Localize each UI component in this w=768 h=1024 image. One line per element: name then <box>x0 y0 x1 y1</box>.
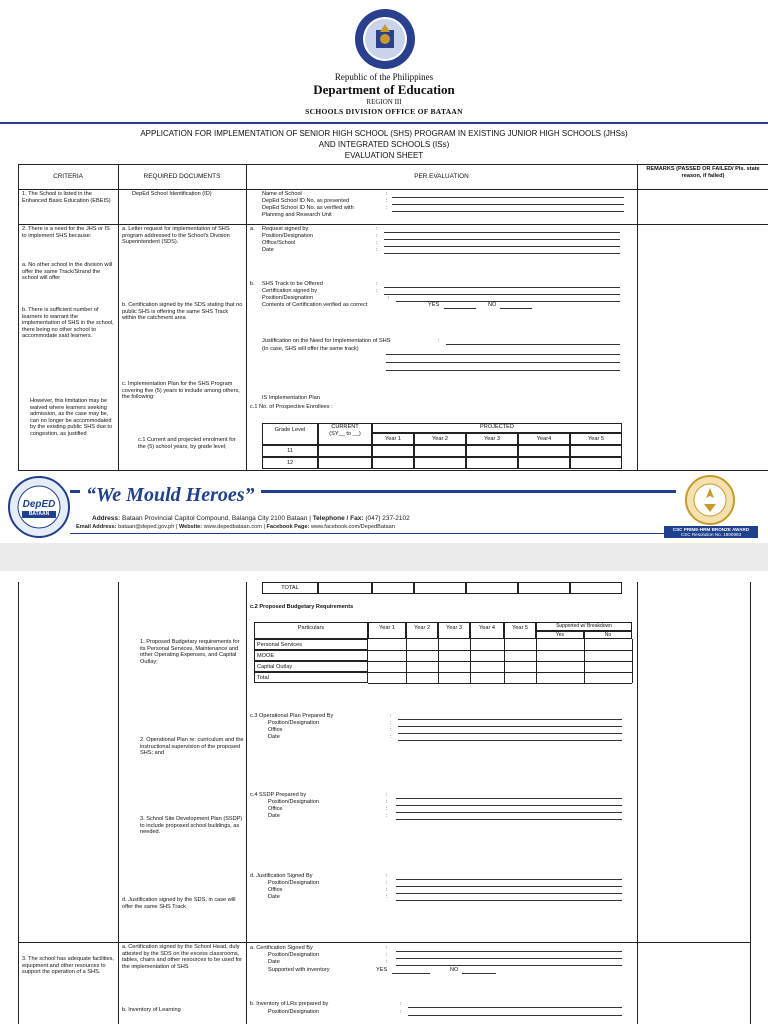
footer-facebook[interactable]: www.facebook.com/DepedBataan <box>310 524 395 530</box>
row2-criteria-b: b. There is sufficient number of learners to warrant the implementation of SHS in the school, there being no other school to accommodate said learners. <box>22 307 114 340</box>
c4-colon-4: : <box>386 813 388 819</box>
row2-eval-b-3: Position/Designation <box>262 295 313 301</box>
c3-line-3: Date <box>268 734 280 740</box>
row2-eval-a-1: Request signed by <box>262 226 309 232</box>
budget-header-year-3: Year 3 <box>438 622 470 639</box>
header-remarks: REMARKS (PASSED OR FAILED/ Pls. state reason, if failed) <box>646 166 760 179</box>
row2-eval-b-contents: Contents of Certification verified as correct <box>262 302 368 308</box>
c4-line-1: Position/Designation <box>268 799 319 805</box>
header-criteria: CRITERIA <box>53 173 83 180</box>
c3-blank-3[interactable] <box>398 733 622 734</box>
d-colon-3: : <box>386 887 388 893</box>
row3-no-blank[interactable] <box>462 973 496 974</box>
enrollee-current-sy: (SY__ to __) <box>329 430 361 437</box>
row2-no-label: NO <box>488 302 497 308</box>
deped-seal-icon <box>354 8 416 70</box>
department-title: Department of Education <box>313 82 455 97</box>
c4-line-2: Office <box>268 806 283 812</box>
footer-phone: (047) 237-2102 <box>365 515 410 522</box>
row3-yes-label: YES <box>376 967 388 973</box>
enrollee-total-cell[interactable] <box>570 582 622 594</box>
enrollee-cell[interactable] <box>466 445 518 457</box>
page-separator <box>0 543 768 571</box>
c4-title: c.4 SSDP Prepared by <box>250 792 307 798</box>
d-colon-4: : <box>386 894 388 900</box>
d-line-2: Office <box>268 887 283 893</box>
row2-justification-blank-1[interactable] <box>446 344 620 345</box>
page2-req-2: 2. Operational Plan re: curriculum and the instructional supervision of the proposed SHS; and <box>140 737 244 757</box>
row2-eval-a-blank-4[interactable] <box>384 253 620 254</box>
c3-colon-3: : <box>390 727 392 733</box>
d-colon-1: : <box>386 873 388 879</box>
c3-line-1: Position/Designation <box>268 720 319 726</box>
row1-colon-3: : <box>386 205 388 211</box>
deped-logo-text: DepED <box>22 499 56 510</box>
c4-blank-3[interactable] <box>396 812 622 813</box>
row2-is-plan: IS Implementation Plan <box>262 395 320 401</box>
c4-colon-3: : <box>386 806 388 812</box>
footer-website-label: Website: <box>178 524 203 530</box>
enrollee-projected-header: PROJECTED <box>372 423 622 433</box>
c3-blank-2[interactable] <box>398 726 622 727</box>
footer-email[interactable]: bataan@deped.gov.ph <box>118 524 175 530</box>
budget-header-year-5: Year 5 <box>504 622 536 639</box>
enrollee-cell[interactable] <box>414 457 466 469</box>
row2-eval-b-colon-1: : <box>376 281 378 287</box>
enrollee-cell[interactable] <box>570 445 622 457</box>
row3-colon-2: : <box>386 952 388 958</box>
budget-row-total: Total <box>254 672 368 683</box>
row3-colon-4: : <box>400 1001 402 1007</box>
row2-eval-a-2: Position/Designation <box>262 233 313 239</box>
c4-blank-2[interactable] <box>396 805 622 806</box>
row1-blank-1[interactable] <box>392 197 624 198</box>
c4-line-3: Date <box>268 813 280 819</box>
budget-header-year-1: Year 1 <box>368 622 406 639</box>
c4-blank-4[interactable] <box>396 819 622 820</box>
deped-seal <box>354 8 416 70</box>
enrollee-cell[interactable] <box>570 457 622 469</box>
budget-header-no: No <box>584 631 632 639</box>
enrollee-cell[interactable] <box>518 457 570 469</box>
row2-yes-label: YES <box>428 302 440 308</box>
c3-colon-2: : <box>390 720 392 726</box>
row1-colon-2: : <box>386 198 388 204</box>
enrollee-total-cell[interactable] <box>414 582 466 594</box>
enrollee-total-cell[interactable] <box>318 582 372 594</box>
csc-award-text <box>664 526 758 538</box>
row3-no-label: NO <box>450 967 459 973</box>
enrollee-cell[interactable] <box>318 445 372 457</box>
row2-eval-b-2: Certification signed by <box>262 288 318 294</box>
d-blank-2[interactable] <box>396 886 622 887</box>
row2-no-blank[interactable] <box>500 308 532 309</box>
row2-eval-b-blank-1[interactable] <box>384 287 620 288</box>
footer-address-label: Address: <box>92 515 121 522</box>
footer-address-line <box>92 515 410 522</box>
enrollee-year-3: Year 3 <box>466 433 518 445</box>
row2-req-c: c. Implementation Plan for the SHS Program covering five (5) years to include among others, the following: <box>122 381 240 401</box>
row2-justification-blank-4[interactable] <box>386 370 620 371</box>
c3-blank-1[interactable] <box>398 719 622 720</box>
division-text: SCHOOLS DIVISION OFFICE OF BATAAN <box>305 107 463 116</box>
row1-blank-3[interactable] <box>392 211 624 212</box>
enrollee-grade-level-header: Grade Level <box>262 423 318 445</box>
csc-award-title: CSC PRIME-HRM BRONZE AWARD <box>672 527 750 532</box>
c3-colon-1: : <box>390 713 392 719</box>
row2-prospective: c.1 No. of Prospective Enrollees : <box>250 404 333 410</box>
region-text: REGION III <box>366 98 402 106</box>
row2-justification-blank-2[interactable] <box>386 354 620 355</box>
enrollee-year-1: Year 1 <box>372 433 414 445</box>
row2-justification-note: (In case, SHS will offer the same track) <box>262 346 359 352</box>
row2-eval-b-blank-2[interactable] <box>384 294 620 295</box>
budget-header-year-2: Year 2 <box>406 622 438 639</box>
row2-criteria-a: a. No other school in the division will offer the same Track/Strand the school will offer <box>22 262 113 282</box>
enrollee-total-cell[interactable] <box>466 582 518 594</box>
c3-line-2: Office <box>268 727 283 733</box>
c3-colon-4: : <box>390 734 392 740</box>
row3-colon-3: : <box>386 959 388 965</box>
row1-blank-2[interactable] <box>392 204 624 205</box>
enrollee-year-5: Year 5 <box>570 433 622 445</box>
enrollee-cell[interactable] <box>466 457 518 469</box>
enrollee-year-2: Year 2 <box>414 433 466 445</box>
d-blank-4[interactable] <box>396 900 622 901</box>
row2-eval-a-label: a. <box>250 226 255 232</box>
c3-title: c.3 Operational Plan Prepared By <box>250 713 334 719</box>
doc-title-1: APPLICATION FOR IMPLEMENTATION OF SENIOR HIGH SCHOOL (SHS) PROGRAM IN EXISTING JUNIOR HIGH SCHOOLS (JHSs) <box>140 129 628 138</box>
row1-eval-4: Planning and Research Unit <box>262 212 332 218</box>
footer-sep-3: | <box>263 524 267 530</box>
row3-eval-a: a. Certification Signed By <box>250 945 313 951</box>
row3-req-a: a. Certification signed by the School Head, duly attested by the SDS on the excess classrooms, tables, chairs and other resources to be used for the implementation of SHS <box>122 944 243 970</box>
row2-eval-b-label: b. <box>250 281 255 287</box>
header-rule <box>0 122 768 124</box>
row1-required: DepEd School Identification (ID) <box>132 191 212 197</box>
row3-blank-5[interactable] <box>408 1015 622 1016</box>
row2-eval-a-colon-1: : <box>376 226 378 232</box>
enrollee-grade-11: 11 <box>262 445 318 457</box>
row2-eval-b-1: SHS Track to be Offered <box>262 281 323 287</box>
budget-row-personal: Personal Services <box>254 639 368 650</box>
row3-yes-blank[interactable] <box>392 973 430 974</box>
row2-req-b: b. Certification signed by the SDS stating that no public SHS is offering the same SHS Track within the catchment area <box>122 302 243 322</box>
row2-req-a: a. Letter request for implementation of SHS program addressed to the School's Division Superintendent (SDS). <box>122 226 230 246</box>
row3-req-b: b. Inventory of Learning <box>122 1007 181 1013</box>
row3-blank-1[interactable] <box>396 951 622 952</box>
row1-criteria: 1. The School is listed in the Enhanced Basic Education (EBEIS) <box>22 191 111 204</box>
c4-colon-2: : <box>386 799 388 805</box>
row2-eval-a-colon-2: : <box>376 233 378 239</box>
budget-title: c.2 Proposed Budgetary Requirements <box>250 604 354 610</box>
row3-blank-4[interactable] <box>408 1007 622 1008</box>
row2-justification-colon: : <box>438 338 440 344</box>
row2-eval-b-colon-3: : <box>388 295 390 301</box>
doc-title-2: AND INTEGRATED SCHOOLS (ISs) <box>318 140 450 149</box>
footer-tagline: “We Mould Heroes” <box>80 484 261 507</box>
budget-row-capital: Capital Outlay <box>254 661 368 672</box>
row3-eval-a-1: Position/Designation <box>268 952 319 958</box>
row2-yes-blank[interactable] <box>444 308 476 309</box>
enrollee-current-label: CURRENT <box>331 424 359 430</box>
row3-eval-b-1: Position/Designation <box>268 1009 319 1015</box>
row3-blank-3[interactable] <box>396 965 622 966</box>
row3-colon-5: : <box>400 1009 402 1015</box>
enrollee-year-4: Year4 <box>518 433 570 445</box>
footer-facebook-label: Facebook Page: <box>266 524 310 530</box>
enrollee-total-label: TOTAL <box>262 582 318 594</box>
row2-eval-a-blank-1[interactable] <box>384 232 620 233</box>
footer-bottom-rule <box>70 533 676 534</box>
d-line-1: Position/Designation <box>268 880 319 886</box>
d-line-3: Date <box>268 894 280 900</box>
row1-colon-1: : <box>386 191 388 197</box>
row1-eval-2: DepEd School ID No. as presented <box>262 198 350 204</box>
footer-website[interactable]: www.depedbataan.com <box>203 524 262 530</box>
deped-logo-sub: BATAAN <box>22 511 56 518</box>
enrollee-total-cell[interactable] <box>372 582 414 594</box>
row1-eval-3: DepEd School ID No. as verified with <box>262 205 354 211</box>
page2-req-1: 1. Proposed Budgetary requirements for its Personal Services, Maintenance and other Operating Expenses, and Capital Outlay; <box>140 639 240 665</box>
d-blank-3[interactable] <box>396 893 622 894</box>
row2-eval-a-colon-4: : <box>376 247 378 253</box>
row3-eval-b: b. Inventory of LRs prepared by <box>250 1001 329 1007</box>
footer-email-label: Email Address: <box>76 524 117 530</box>
award-medal-icon <box>684 474 736 526</box>
header-evaluation: PER EVALUATION <box>414 173 469 180</box>
budget-header-supported: Supported w/ Breakdown <box>536 622 632 631</box>
footer-contact-line <box>76 524 395 530</box>
row3-colon-1: : <box>386 945 388 951</box>
d-colon-2: : <box>386 880 388 886</box>
header-required: REQUIRED DOCUMENTS <box>143 173 221 180</box>
d-blank-1[interactable] <box>396 879 622 880</box>
row1-eval-1: Name of School <box>262 191 302 197</box>
csc-award-badge <box>684 474 736 526</box>
row3-criteria: 3. The school has adequate facilities, equipment and other resources to support the operation of a SHS. <box>22 956 114 976</box>
row2-criteria-however: However, this limitation may be waived where learners seeking admission, as the case may be, can no longer be accommodated by the existing public SHS due to congestion, as justified <box>30 398 113 437</box>
enrollee-cell[interactable] <box>318 457 372 469</box>
row2-req-c1: c.1 Current and projected enrolment for the (5) school years, by grade level; <box>138 437 236 450</box>
row2-eval-a-blank-2[interactable] <box>384 239 620 240</box>
row2-eval-a-blank-3[interactable] <box>384 246 620 247</box>
footer-phone-label: Telephone / Fax: <box>312 515 364 522</box>
row3-eval-a-3: Supported with inventory <box>268 967 330 973</box>
row2-eval-a-4: Date <box>262 247 274 253</box>
enrollee-current-header <box>318 423 372 445</box>
budget-row-mooe: MOOE <box>254 650 368 661</box>
budget-header-particulars: Particulars <box>254 622 368 639</box>
enrollee-total-cell[interactable] <box>518 582 570 594</box>
footer-sep-1: | <box>309 515 313 522</box>
republic-text: Republic of the Philippines <box>334 72 434 82</box>
doc-title-3: EVALUATION SHEET <box>344 151 424 160</box>
row3-eval-a-2: Date <box>268 959 280 965</box>
d-title: d. Justification Signed By <box>250 873 313 879</box>
enrollee-grade-12: 12 <box>262 457 318 469</box>
enrollee-cell[interactable] <box>372 445 414 457</box>
page2-req-3: 3. School Site Development Plan (SSDP) to include proposed school buildings, as needed. <box>140 816 243 836</box>
row3-blank-2[interactable] <box>396 958 622 959</box>
row2-eval-a-3: Office/School <box>262 240 296 246</box>
enrollee-cell[interactable] <box>518 445 570 457</box>
row2-eval-b-colon-2: : <box>376 288 378 294</box>
c3-blank-4[interactable] <box>398 740 622 741</box>
deped-bataan-logo <box>8 476 70 538</box>
footer-sep-2: | <box>175 524 179 530</box>
c4-colon-1: : <box>386 792 388 798</box>
footer-address: Bataan Provincial Capitol Compound, Balanga City 2100 Bataan <box>122 515 308 522</box>
page2-req-d: d. Justification signed by the SDS, in case will offer the same SHS Track <box>122 897 236 910</box>
footer-banner <box>0 474 768 540</box>
row2-justification: Justification on the Need for Implementation of SHS <box>262 338 391 344</box>
row2-justification-blank-3[interactable] <box>386 362 620 363</box>
row2-eval-a-colon-3: : <box>376 240 378 246</box>
c4-blank-1[interactable] <box>396 798 622 799</box>
budget-header-yes: Yes <box>536 631 584 639</box>
enrollee-cell[interactable] <box>414 445 466 457</box>
enrollee-cell[interactable] <box>372 457 414 469</box>
row2-criteria-main: 2. There is a need for the JHS or IS to implement SHS because: <box>22 226 110 239</box>
budget-header-year-4: Year 4 <box>470 622 504 639</box>
csc-award-sub: CSC Resolution No. 1800993 <box>680 532 742 537</box>
